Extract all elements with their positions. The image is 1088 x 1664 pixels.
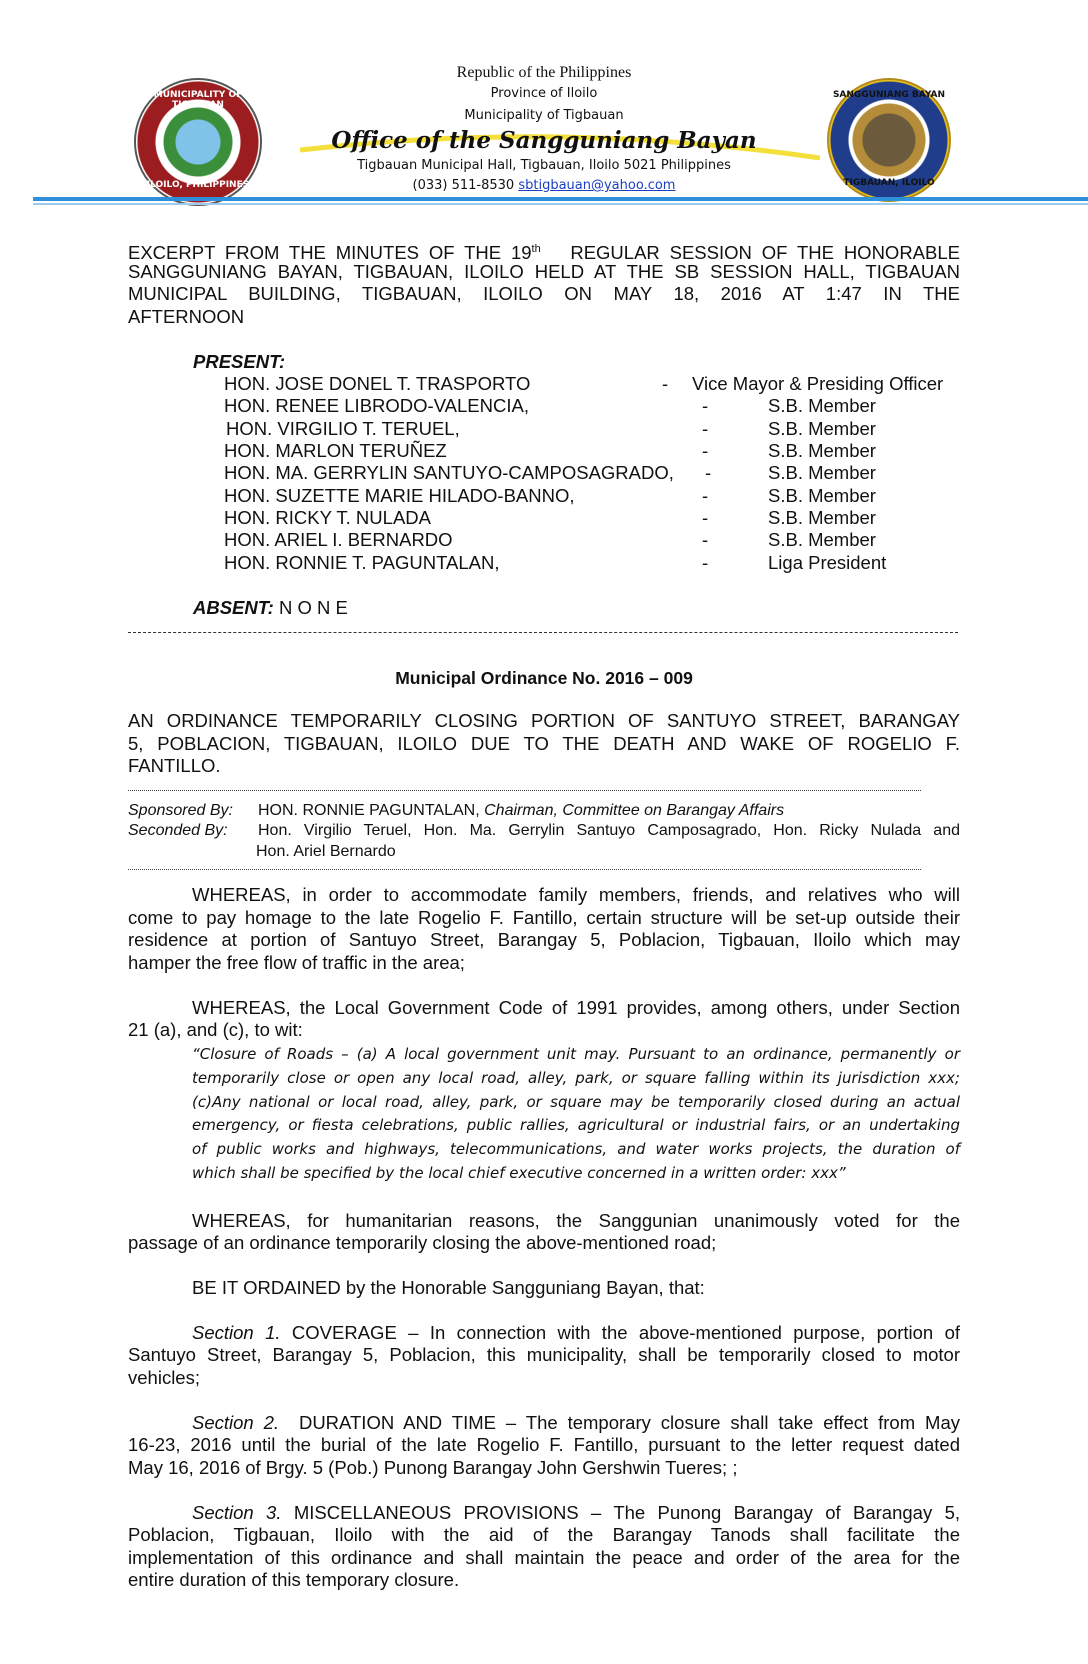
ordinance-title-line-1: AN ORDINANCE TEMPORARILY CLOSING PORTION OF SANTUYO STREET, BARANGAY (128, 710, 960, 731)
quote-line-5: of public works and highways, telecommunications, and water works projects, the duration of (192, 1140, 960, 1158)
member-7-role: S.B. Member (768, 507, 876, 528)
member-2-role: S.B. Member (768, 395, 876, 416)
member-5-name: HON. MA. GERRYLIN SANTUYO-CAMPOSAGRADO, (224, 462, 674, 483)
excerpt-line-1: EXCERPT FROM THE MINUTES OF THE 19th REGULAR SESSION OF THE HONORABLE (128, 242, 960, 264)
email-link[interactable]: sbtigbauan@yahoo.com (518, 178, 676, 193)
seal-top-text: SANGGUNIANG BAYAN (832, 90, 946, 100)
section-3-line-4: entire duration of this temporary closure. (128, 1569, 460, 1590)
section-2-line-2: 16-23, 2016 until the burial of the late Rogelio F. Fantillo, pursuant to the letter request dated (128, 1434, 960, 1455)
member-9-role: Liga President (768, 552, 887, 573)
section-3-label: Section 3. (192, 1502, 282, 1523)
member-1-role: Vice Mayor & Presiding Officer (692, 373, 944, 394)
member-8-dash: - (702, 529, 709, 550)
sponsor-divider-bottom (128, 869, 921, 870)
section-1-label: Section 1. (192, 1322, 281, 1343)
sponsor-divider-top (128, 790, 921, 791)
ordinance-number: Municipal Ordinance No. 2016 – 009 (395, 668, 693, 688)
letterhead-rule (33, 197, 1088, 201)
whereas-2-line-1: WHEREAS, the Local Government Code of 1991 provides, among others, under Section (192, 997, 960, 1018)
ordinance-title-line-2: 5, POBLACION, TIGBAUAN, ILOILO DUE TO THE DEATH AND WAKE OF ROGELIO F. (128, 733, 960, 754)
quote-line-3: (c)Any national or local road, alley, park, or square may be temporarily closed during an actual (192, 1093, 960, 1111)
absent-value: N O N E (279, 597, 348, 618)
absent-row (193, 597, 348, 620)
section-3-line-1: Section 3. MISCELLANEOUS PROVISIONS – The Punong Barangay of Barangay 5, (192, 1502, 960, 1523)
seal-bottom-text: TIGBAUAN, ILOILO (843, 178, 935, 188)
whereas-1-line-4: hamper the free flow of traffic in the area; (128, 952, 465, 973)
seal-bottom-text: ILOILO, PHILIPPINES (146, 180, 250, 190)
contact-line (0, 178, 1088, 193)
member-8-name: HON. ARIEL I. BERNARDO (224, 529, 453, 550)
member-6-name: HON. SUZETTE MARIE HILADO-BANNO, (224, 485, 575, 506)
member-5-role: S.B. Member (768, 462, 876, 483)
member-7-name: HON. RICKY T. NULADA (224, 507, 431, 528)
present-label: PRESENT: (193, 351, 286, 372)
seal-top-text: MUNICIPALITY OF TIGBAUAN (153, 90, 243, 110)
member-5-dash: - (705, 462, 712, 483)
section-3-line-2: Poblacion, Tigbauan, Iloilo with the aid of the Barangay Tanods shall facilitate the (128, 1524, 960, 1545)
whereas-1-line-3: residence at portion of Santuyo Street, Barangay 5, Poblacion, Tigbauan, Iloilo which may (128, 929, 960, 950)
whereas-3-line-1: WHEREAS, for humanitarian reasons, the Sanggunian unanimously voted for the (192, 1210, 960, 1231)
member-4-role: S.B. Member (768, 440, 876, 461)
quote-line-6: which shall be specified by the local chief executive concerned in a written order: xxx” (192, 1164, 846, 1182)
member-4-name: HON. MARLON TERUÑEZ (224, 440, 447, 461)
quote-line-2: temporarily close or open any local road, alley, park, or square falling within its jurisdiction xxx; (192, 1069, 960, 1087)
letterhead-rule-secondary (33, 203, 1088, 205)
member-6-dash: - (702, 485, 709, 506)
sponsor-name: HON. RONNIE PAGUNTALAN, (258, 802, 480, 819)
be-it-ordained: BE IT ORDAINED by the Honorable Sangguniang Bayan, that: (192, 1277, 705, 1298)
excerpt-line-4: AFTERNOON (128, 306, 245, 327)
section-2-line-1: Section 2. DURATION AND TIME – The temporary closure shall take effect from May (192, 1412, 961, 1433)
member-1-dash: - (662, 373, 669, 394)
excerpt-line-2: SANGGUNIANG BAYAN, TIGBAUAN, ILOILO HELD AT THE SB SESSION HALL, TIGBAUAN (128, 261, 960, 282)
member-2-name: HON. RENEE LIBRODO-VALENCIA, (224, 395, 529, 416)
absent-label: ABSENT: (193, 597, 274, 618)
whereas-1-line-2: come to pay homage to the late Rogelio F. Fantillo, certain structure will be set-up outside their (128, 907, 960, 928)
whereas-1-line-1: WHEREAS, in order to accommodate family members, friends, and relatives who will (192, 884, 960, 905)
whereas-2-line-2: 21 (a), and (c), to wit: (128, 1019, 303, 1040)
phone-number: (033) 511-8530 (412, 178, 515, 193)
republic-line: Republic of the Philippines (456, 64, 632, 81)
member-9-dash: - (702, 552, 709, 573)
section-divider (128, 632, 958, 633)
section-1-line-2: Santuyo Street, Barangay 5, Poblacion, this municipality, shall be temporarily closed to motor (128, 1344, 960, 1365)
seconded-line-2: Hon. Ariel Bernardo (256, 843, 396, 860)
member-3-name: HON. VIRGILIO T. TERUEL, (226, 418, 460, 439)
section-2-line-3: May 16, 2016 of Brgy. 5 (Pob.) Punong Barangay John Gershwin Tueres; ; (128, 1457, 738, 1478)
sponsored-label: Sponsored By: (128, 802, 233, 819)
member-9-name: HON. RONNIE T. PAGUNTALAN, (224, 552, 500, 573)
member-3-dash: - (702, 418, 709, 439)
ordinance-title-line-3: FANTILLO. (128, 755, 221, 776)
member-3-role: S.B. Member (768, 418, 876, 439)
sponsor-title: Chairman, Committee on Barangay Affairs (484, 802, 785, 819)
member-1-name: HON. JOSE DONEL T. TRASPORTO (224, 373, 531, 394)
section-1-line-1: Section 1. COVERAGE – In connection with the above-mentioned purpose, portion of (192, 1322, 961, 1343)
address-line: Tigbauan Municipal Hall, Tigbauan, Iloilo 5021 Philippines (357, 158, 731, 173)
section-3-line-3: implementation of this ordinance and shall maintain the peace and order of the area for the (128, 1547, 960, 1568)
province-line: Province of Iloilo (490, 86, 598, 101)
ordinal-suffix: th (531, 243, 541, 255)
quote-line-1: “Closure of Roads – (a) A local government unit may. Pursuant to an ordinance, permanently or (192, 1045, 960, 1063)
member-2-dash: - (702, 395, 709, 416)
sponsored-by-value (258, 801, 784, 821)
section-2-label: Section 2. (192, 1412, 280, 1433)
municipality-line: Municipality of Tigbauan (464, 108, 624, 123)
excerpt-line-3: MUNICIPAL BUILDING, TIGBAUAN, ILOILO ON MAY 18, 2016 AT 1:47 IN THE (128, 283, 960, 304)
quote-line-4: emergency, or fiesta celebrations, public rallies, agricultural or industrial fairs, or an undertaking (192, 1116, 960, 1134)
member-8-role: S.B. Member (768, 529, 876, 550)
member-6-role: S.B. Member (768, 485, 876, 506)
member-7-dash: - (702, 507, 709, 528)
section-1-line-3: vehicles; (128, 1367, 200, 1388)
seconded-line-1: Hon. Virgilio Teruel, Hon. Ma. Gerrylin Santuyo Camposagrado, Hon. Ricky Nulada and (258, 822, 960, 839)
seconded-label: Seconded By: (128, 822, 228, 839)
whereas-3-line-2: passage of an ordinance temporarily closing the above-mentioned road; (128, 1232, 717, 1253)
member-4-dash: - (702, 440, 709, 461)
office-title: Office of the Sangguniang Bayan (331, 127, 757, 154)
